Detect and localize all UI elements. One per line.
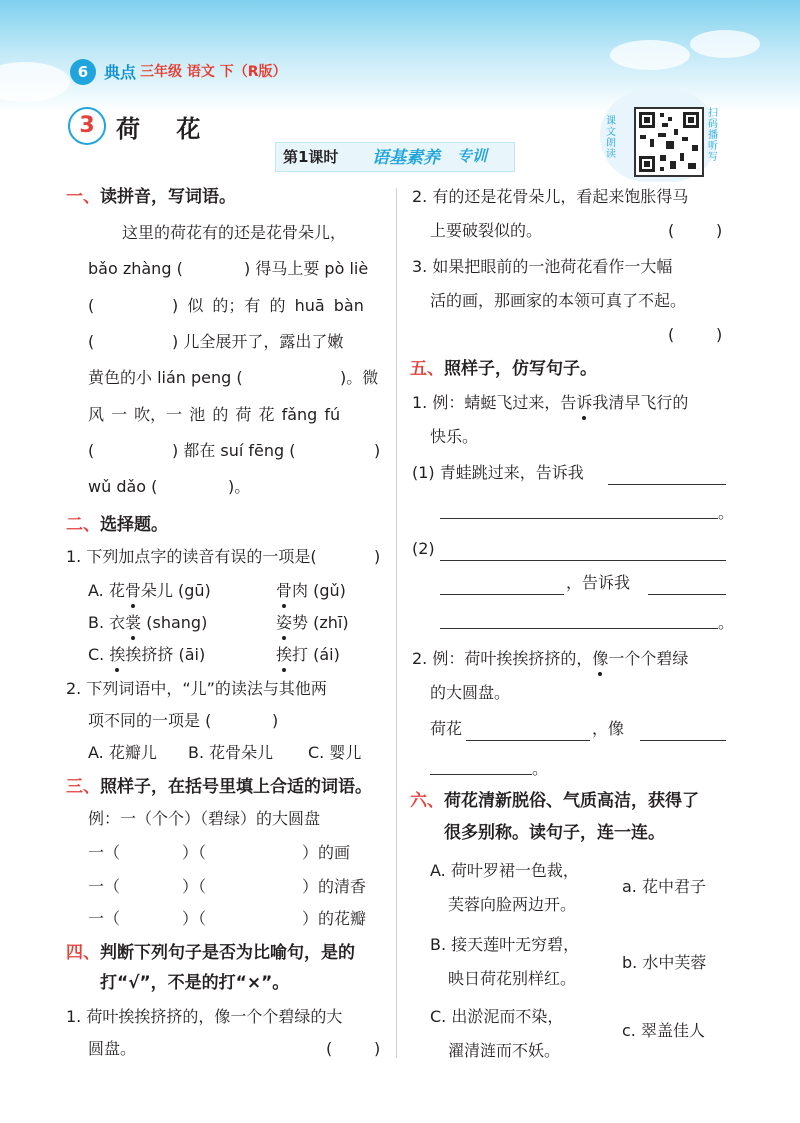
- s1-paren: (: [88, 296, 95, 315]
- option-c: C. 婴儿: [308, 743, 362, 762]
- section-number: 六、: [410, 791, 444, 811]
- answer-line[interactable]: [466, 722, 590, 741]
- s1-line: ) 都在 suí fēng (: [172, 441, 296, 460]
- cloud-decoration: [610, 40, 690, 70]
- s1-line: 风 一 吹，一 池 的 荷 花 fǎng fú: [88, 405, 341, 424]
- option-b: B. 花骨朵儿: [188, 743, 274, 762]
- section-6-title-cont: 很多别称。读句子，连一连。: [444, 823, 665, 843]
- example-text: [412, 648, 688, 670]
- dotted-word: 告诉我: [560, 393, 609, 412]
- lesson-number: 3: [68, 107, 106, 145]
- section-number: 一、: [66, 187, 100, 207]
- section-4-title-cont: 打“√”，不是的打“×”。: [100, 973, 290, 993]
- period-mark: 。: [718, 613, 735, 632]
- brand-logo: 典点: [104, 63, 137, 82]
- section-heading: 选择题。: [100, 515, 168, 535]
- section-number: 二、: [66, 515, 100, 535]
- example-part: 一个个碧绿: [608, 649, 689, 668]
- period-suffix: 专训: [457, 147, 488, 165]
- section-heading: 照样子，仿写句子。: [444, 359, 597, 379]
- poem-line[interactable]: C. 出淤泥而不染，: [430, 1007, 564, 1026]
- s1-paren: ): [374, 441, 381, 460]
- example-part: 2. 例：荷叶挨挨挤挤的，: [412, 649, 593, 668]
- example-text: 例：一（个个）（碧绿）的大圆盘: [88, 809, 321, 828]
- example-text: 的大圆盘。: [430, 683, 511, 702]
- option-text: 肉 (gǔ): [292, 581, 346, 600]
- example-text: 快乐。: [430, 427, 479, 446]
- match-target[interactable]: a. 花中君子: [622, 877, 706, 896]
- qr-right-label: 扫码播听写: [708, 108, 718, 163]
- answer-paren-close[interactable]: ): [716, 325, 723, 344]
- dotted-char: 姿: [276, 613, 293, 632]
- option-row: [88, 612, 207, 634]
- fill-row-b: ）（: [182, 843, 207, 862]
- answer-line[interactable]: [430, 756, 532, 775]
- poem-line[interactable]: 濯清涟而不妖。: [448, 1041, 561, 1060]
- option-text: (shang): [141, 613, 208, 632]
- poem-line[interactable]: 芙蓉向脸两边开。: [448, 895, 577, 914]
- question-text: 项不同的一项是 (: [88, 711, 212, 730]
- question-text: 活的画，那画家的本领可真了不起。: [430, 291, 687, 310]
- option-row: [276, 580, 346, 602]
- option-row: [276, 644, 340, 666]
- option-text: A. 花: [88, 581, 125, 600]
- answer-line[interactable]: [440, 500, 718, 519]
- item-text: 荷花: [430, 719, 463, 738]
- match-target[interactable]: c. 翠盖佳人: [622, 1021, 705, 1040]
- answer-line[interactable]: [440, 576, 564, 595]
- answer-paren[interactable]: ): [272, 711, 279, 730]
- course-label: 三年级 语文 下（R版）: [140, 64, 287, 80]
- question-text: 2. 下列词语中，“儿”的读法与其他两: [66, 679, 327, 698]
- question-text: 1. 下列加点字的读音有误的一项是(: [66, 547, 317, 566]
- s1-line: ) 似 的；有 的 huā bàn: [172, 296, 364, 315]
- section-1-title: [66, 186, 236, 208]
- answer-line[interactable]: [648, 576, 726, 595]
- s1-line: wǔ dǎo (: [88, 477, 158, 496]
- answer-line[interactable]: [608, 466, 726, 485]
- example-part: 清早飞行的: [608, 393, 689, 412]
- s1-paren: (: [88, 441, 95, 460]
- section-heading: 判断下列句子是否为比喻句，是的: [100, 943, 355, 963]
- answer-paren-close[interactable]: ): [716, 221, 723, 240]
- qr-code-icon[interactable]: [634, 107, 704, 177]
- answer-line[interactable]: [440, 610, 718, 629]
- answer-paren-close[interactable]: ): [374, 1039, 381, 1058]
- question-text: 圆盘。: [88, 1039, 137, 1058]
- section-heading: 读拼音，写词语。: [100, 187, 236, 207]
- poem-line[interactable]: A. 荷叶罗裙一色裁，: [430, 861, 579, 880]
- option-text: C.: [88, 645, 110, 664]
- option-text: B. 衣: [88, 613, 126, 632]
- answer-paren[interactable]: ): [374, 547, 381, 566]
- period-title: 语基素养: [372, 148, 440, 168]
- s1-line: )。: [228, 477, 251, 496]
- fill-row-a: 一（: [88, 843, 121, 862]
- match-target[interactable]: b. 水中芙蓉: [622, 953, 707, 972]
- s1-line: 这里的荷花有的还是花骨朵儿，: [122, 223, 347, 242]
- section-heading: 照样子，在括号里填上合适的词语。: [100, 777, 372, 797]
- section-5-title: [410, 358, 597, 380]
- section-2-title: [66, 514, 168, 536]
- section-3-title: [66, 776, 372, 798]
- period-label: 第1课时: [283, 148, 339, 166]
- period-mark: 。: [718, 503, 735, 522]
- dotted-char: 裳: [125, 613, 142, 632]
- dotted-char: 挨: [276, 645, 293, 664]
- option-row: [88, 644, 205, 666]
- qr-left-label: 课文朗读: [606, 116, 616, 160]
- question-text: 2. 有的还是花骨朵儿，看起来饱胀得马: [412, 187, 689, 206]
- dotted-char: 挨: [109, 645, 126, 664]
- option-text: 势 (zhī): [292, 613, 349, 632]
- fill-row-c: ）的花瓣: [302, 909, 367, 928]
- option-a: A. 花瓣儿: [88, 743, 157, 762]
- s1-line: ) 得马上要 pò liè: [244, 259, 369, 278]
- dotted-char: 骨: [124, 581, 141, 600]
- option-text: 打 (ái): [292, 645, 340, 664]
- s1-line: )。微: [340, 368, 379, 387]
- poem-line[interactable]: 映日荷花别样红。: [448, 969, 577, 988]
- option-row: [276, 612, 349, 634]
- item-text: ，像: [592, 719, 625, 738]
- cloud-decoration: [690, 30, 760, 58]
- item-text: (1) 青蛙跳过来，告诉我: [412, 463, 584, 482]
- s1-paren: (: [88, 332, 95, 351]
- question-text: 上要破裂似的。: [430, 221, 543, 240]
- option-row: [88, 580, 211, 602]
- column-divider: [396, 188, 397, 1058]
- question-text: 3. 如果把眼前的一池荷花看作一大幅: [412, 257, 673, 276]
- option-text: 朵儿 (gū): [140, 581, 211, 600]
- section-heading: 荷花清新脱俗、气质高洁，获得了: [444, 791, 699, 811]
- item-text: ，告诉我: [566, 573, 631, 592]
- section-4-title: [66, 942, 355, 964]
- example-part: 1. 例：蜻蜓飞过来，: [412, 393, 561, 412]
- s1-line: ) 儿全展开了，露出了嫩: [172, 332, 344, 351]
- s1-line: 黄色的小 lián peng (: [88, 368, 243, 387]
- section-number: 三、: [66, 777, 100, 797]
- answer-paren-open[interactable]: (: [326, 1039, 333, 1058]
- answer-line[interactable]: [640, 722, 726, 741]
- section-number: 四、: [66, 943, 100, 963]
- page-number: 6: [70, 59, 96, 85]
- example-text: [412, 392, 688, 414]
- s1-line: bǎo zhàng (: [88, 259, 183, 278]
- period-mark: 。: [532, 759, 549, 778]
- fill-row-a: 一（: [88, 877, 121, 896]
- poem-line[interactable]: B. 接天莲叶无穷碧，: [430, 935, 580, 954]
- fill-row-c: ）的画: [302, 843, 351, 862]
- item-text: (2): [412, 539, 435, 558]
- answer-paren-open[interactable]: (: [668, 325, 675, 344]
- answer-paren-open[interactable]: (: [668, 221, 675, 240]
- fill-row-b: ）（: [182, 909, 207, 928]
- option-text: 挨挤挤 (āi): [125, 645, 206, 664]
- dotted-word: 像: [592, 649, 609, 668]
- section-6-title: [410, 790, 699, 812]
- answer-line[interactable]: [440, 542, 726, 561]
- lesson-title: 荷 花: [116, 115, 215, 143]
- fill-row-c: ）的清香: [302, 877, 367, 896]
- question-text: 1. 荷叶挨挨挤挤的，像一个个碧绿的大: [66, 1007, 343, 1026]
- fill-row-b: ）（: [182, 877, 207, 896]
- fill-row-a: 一（: [88, 909, 121, 928]
- dotted-char: 骨: [276, 581, 293, 600]
- section-number: 五、: [410, 359, 444, 379]
